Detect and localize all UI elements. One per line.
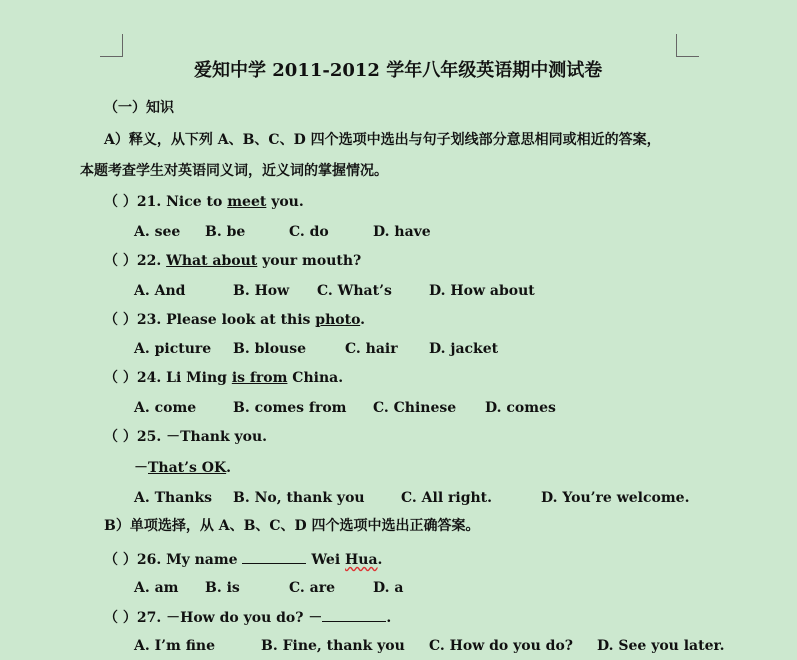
question-text-end: .	[386, 610, 392, 626]
question-text-end: your mouth?	[257, 253, 362, 269]
question-text-end: .	[226, 460, 232, 476]
question-24	[104, 369, 343, 387]
option-b: B. be	[205, 224, 246, 240]
option-a: A. picture	[134, 341, 212, 357]
answer-paren: （ ）	[104, 552, 137, 568]
answer-paren: （ ）	[104, 312, 137, 328]
option-b: B. blouse	[233, 341, 306, 357]
question-text: 23. Please look at this	[136, 312, 316, 328]
question-text: 21. Nice to	[136, 194, 228, 210]
underlined-phrase: is from	[231, 370, 288, 386]
option-b: B. Fine, thank you	[261, 638, 405, 654]
option-c: C. do	[289, 224, 329, 240]
question-text: 27. －How do you do? －	[136, 610, 323, 626]
question-26	[104, 549, 382, 569]
option-c: C. Chinese	[373, 400, 457, 416]
option-d: D. jacket	[429, 341, 499, 357]
question-text-end: .	[360, 312, 366, 328]
answer-paren: （ ）	[104, 429, 137, 445]
answer-paren: （ ）	[104, 194, 137, 210]
exam-title: 爱知中学 2011-2012 学年八年级英语期中测试卷	[194, 60, 603, 81]
option-a: A. Thanks	[134, 490, 213, 506]
option-a: A. And	[134, 283, 186, 299]
option-a: A. see	[134, 224, 181, 240]
question-text-end: you.	[266, 194, 304, 210]
question-text: 24. Li Ming	[136, 370, 232, 386]
answer-paren: （ ）	[104, 253, 137, 269]
option-d: D. See you later.	[597, 638, 725, 654]
underlined-phrase: photo	[315, 312, 361, 328]
dash: －	[134, 460, 148, 476]
underlined-phrase: That’s OK	[148, 460, 227, 476]
question-21	[104, 193, 304, 211]
question-text-end: .	[377, 552, 383, 568]
option-b: B. How	[233, 283, 290, 299]
option-c: C. are	[289, 580, 335, 596]
question-text: 25. －Thank you.	[136, 429, 268, 445]
option-d: D. comes	[485, 400, 556, 416]
option-d: D. have	[373, 224, 431, 240]
underlined-phrase: What about	[166, 253, 258, 269]
margin-corner-mark-right	[676, 34, 699, 57]
option-c: C. hair	[345, 341, 398, 357]
underlined-phrase: meet	[227, 194, 267, 210]
option-d: D. a	[373, 580, 404, 596]
spellcheck-flagged-word: Hua	[345, 552, 378, 568]
question-23	[104, 311, 365, 329]
section-heading: （一）知识	[104, 100, 174, 116]
option-d: D. How about	[429, 283, 535, 299]
option-d: D. You’re welcome.	[541, 490, 690, 506]
part-a-instruction-line2: 本题考查学生对英语同义词，近义词的掌握情况。	[80, 163, 388, 179]
answer-blank	[322, 607, 386, 622]
question-25	[104, 428, 267, 446]
answer-paren: （ ）	[104, 370, 137, 386]
option-a: A. I’m fine	[134, 638, 215, 654]
option-c: C. All right.	[401, 490, 493, 506]
question-27	[104, 607, 391, 627]
question-text-mid: Wei	[306, 552, 346, 568]
answer-paren: （ ）	[104, 610, 137, 626]
question-text-end: China.	[287, 370, 344, 386]
option-b: B. is	[205, 580, 240, 596]
answer-blank	[242, 549, 306, 564]
option-b: B. comes from	[233, 400, 347, 416]
part-b-instruction: B）单项选择，从 A、B、C、D 四个选项中选出正确答案。	[104, 518, 480, 534]
margin-corner-mark-left	[100, 34, 123, 57]
option-a: A. come	[134, 400, 197, 416]
part-a-instruction-line1: A）释义，从下列 A、B、C、D 四个选项中选出与句子划线部分意思相同或相近的答案，	[104, 132, 661, 148]
option-c: C. How do you do?	[429, 638, 573, 654]
option-c: C. What’s	[317, 283, 392, 299]
question-text: 26. My name	[136, 552, 243, 568]
option-a: A. am	[134, 580, 179, 596]
question-text: 22.	[136, 253, 167, 269]
question-22	[104, 252, 361, 270]
question-25-response	[134, 459, 231, 477]
option-b: B. No, thank you	[233, 490, 365, 506]
